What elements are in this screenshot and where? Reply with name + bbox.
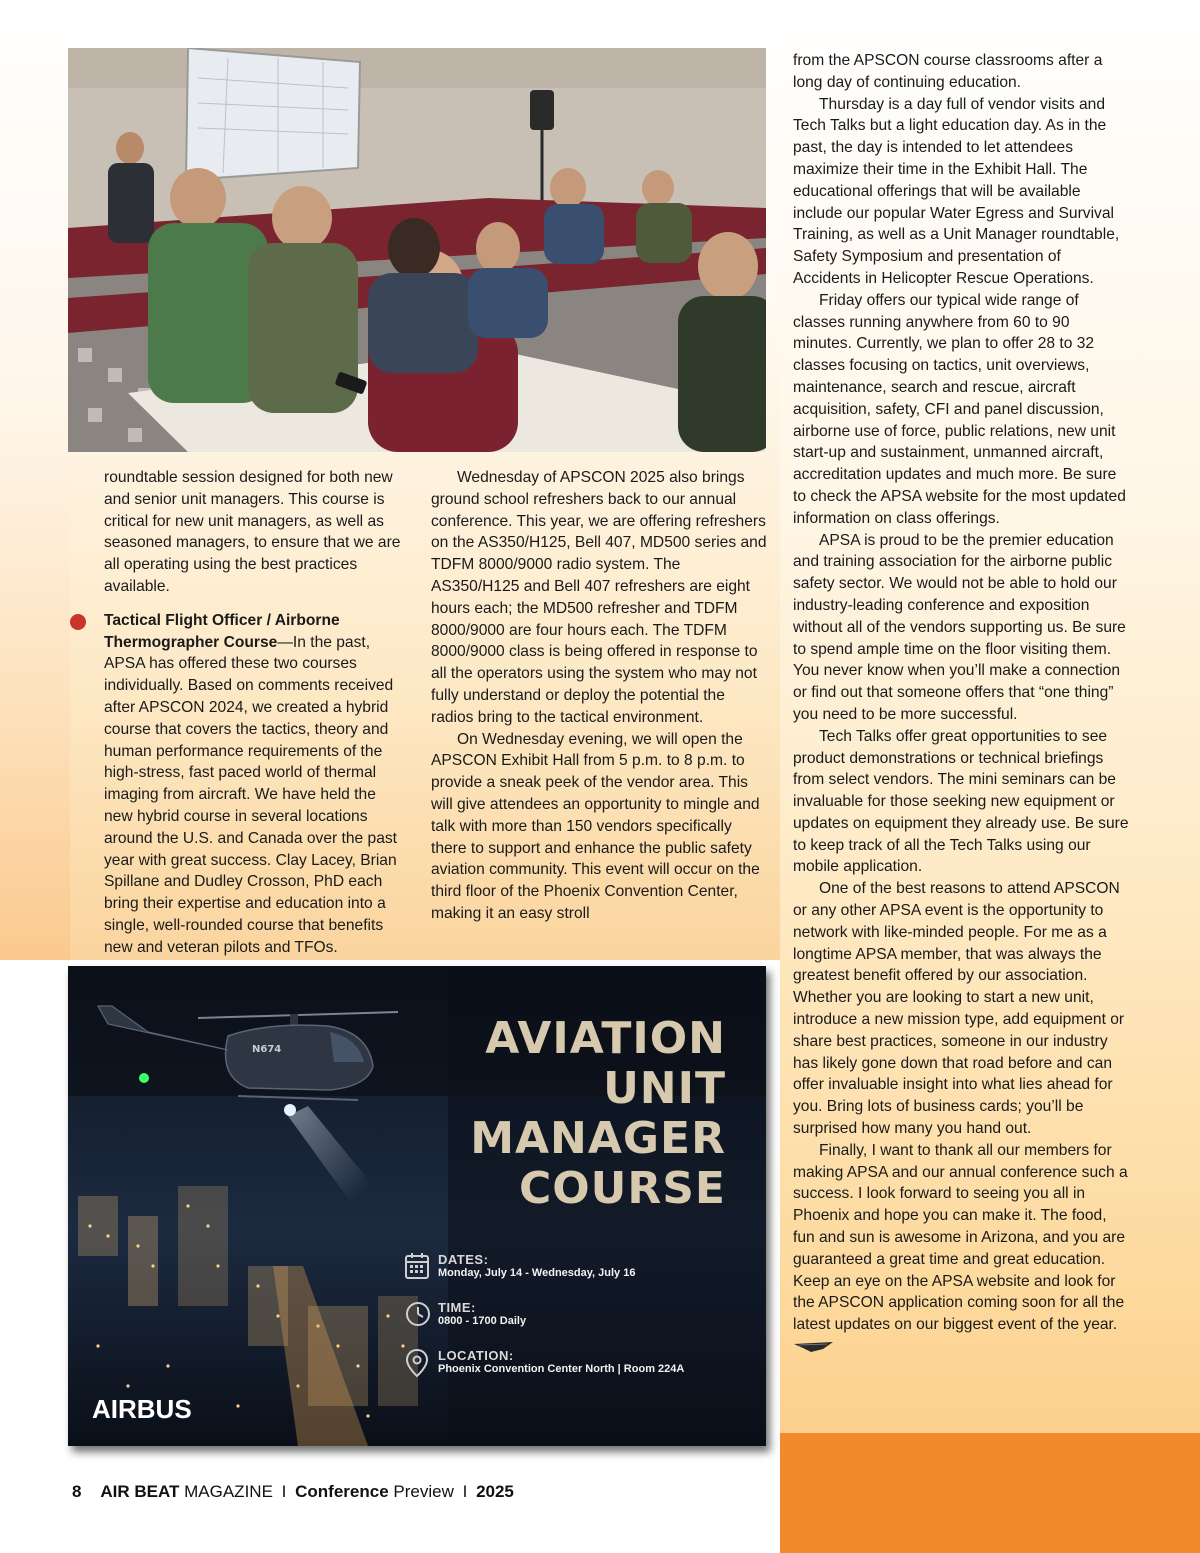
ad-location-value: Phoenix Convention Center North | Room 224A	[438, 1363, 685, 1375]
footer-magazine-suffix: MAGAZINE	[184, 1482, 273, 1501]
left-text-column	[104, 467, 408, 959]
middle-paragraph-2: On Wednesday evening, we will open the APSCON Exhibit Hall from 5 p.m. to 8 p.m. to provide a sneak peek of the vendor area. This will give attendees an opportunity to mingle and talk with more than 150 vendors specifically there to support and enhance the public safety aviation community. This event will occur on the third floor of the Phoenix Convention Center, making it an easy stroll	[431, 730, 760, 922]
right-paragraph-7-text: Finally, I want to thank all our members for making APSA and our annual conference such a success. I look forward to seeing you all in Phoenix and hope you can make it. The food, fun and sun is awesome in Arizona, and you are guaranteed a great time and great education. Keep an eye on the APSA website and look for the APSCON application coming soon for all the latest updates on our biggest event of the year.	[793, 1141, 1128, 1334]
footer-section-suffix: Preview	[393, 1482, 454, 1501]
apsa-wing-end-icon	[793, 1340, 835, 1354]
right-paragraph-1: from the APSCON course classrooms after a long day of continuing education.	[793, 52, 1103, 91]
bullet-title: Tactical Flight Officer / Airborne Thermographer Course	[104, 611, 340, 651]
right-paragraph-6: One of the best reasons to attend APSCON or any other APSA event is the opportunity to network with like-minded people. For me as a longtime APSA member, that was always the greatest benefit offered by our association. Whether you are looking to start a new unit, introduce a new mission type, add equipment or share best practices, someone in our industry has likely gone down that road before and can offer invaluable insight into what lies ahead for you. Bring lots of business cards; you’ll be surprised how many you hand out.	[793, 880, 1125, 1138]
footer-magazine-name: AIR BEAT	[100, 1482, 180, 1501]
ad-time-block	[438, 1300, 526, 1327]
helicopter-tail-number: N674	[252, 1044, 282, 1055]
aviation-unit-manager-course-ad	[68, 966, 766, 1446]
ad-location-block	[438, 1348, 684, 1375]
ad-location-label: LOCATION:	[438, 1348, 514, 1363]
right-text-column	[793, 50, 1131, 1358]
middle-text-column	[431, 467, 767, 925]
ad-dates-label: DATES:	[438, 1252, 489, 1267]
calendar-icon	[404, 1252, 430, 1280]
ad-title-line-4: COURSE	[518, 1163, 726, 1214]
bullet-paragraph	[104, 610, 408, 959]
red-bullet-icon	[70, 614, 86, 630]
footer-year: 2025	[476, 1482, 514, 1501]
orange-corner-block	[780, 1433, 1200, 1553]
page-number: 8	[72, 1482, 82, 1501]
footer-section-name: Conference	[295, 1482, 389, 1501]
right-paragraph-5: Tech Talks offer great opportunities to see product demonstrations or technical briefings from select vendors. The mini seminars can be invaluable for those seeking new equipment or updates on equipment they already use. Be sure to keep track of all the Tech Talks using our mobile application.	[793, 727, 1129, 876]
ad-dates-value: Monday, July 14 - Wednesday, July 16	[438, 1267, 636, 1279]
ad-time-label: TIME:	[438, 1300, 476, 1315]
location-pin-icon	[404, 1348, 430, 1378]
bullet-body: —In the past, APSA has offered these two courses individually. Based on comments received after APSCON 2024, we created a hybrid course that covers the tactics, theory and human performance requirements of the high-stress, fast paced world of thermal imaging from aircraft. We have held the new hybrid course in several locations around the U.S. and Canada over the past year with great success. Clay Lacey, Brian Spillane and Dudley Crosson, PhD each bring their expertise and education into a single, well-rounded course that benefits new and veteran pilots and TFOs.	[104, 633, 398, 956]
airbus-logo: AIRBUS	[92, 1394, 192, 1424]
ad-title-line-1: AVIATION	[485, 1013, 726, 1064]
clock-icon	[404, 1300, 432, 1328]
page-footer	[72, 1482, 514, 1502]
right-paragraph-3: Friday offers our typical wide range of classes running anywhere from 60 to 90 minutes. Currently, we plan to offer 28 to 32 classes focusing on tactics, unit overviews, maintenance, search and rescue, aircraft acquisition, safety, CFI and panel discussion, airborne use of force, public relations, new unit start-up and sustainment, unmanned aircraft, accreditation updates and much more. Be sure to check the APSA website for the most updated information on class offerings.	[793, 291, 1126, 527]
left-paragraph-1: roundtable session designed for both new and senior unit managers. This course is critical for new unit managers, as well as seasoned managers, to ensure that we are all operating using the best practices available.	[104, 469, 401, 595]
ad-time-value: 0800 - 1700 Daily	[438, 1315, 527, 1327]
left-gradient-band	[0, 0, 70, 960]
right-paragraph-7	[793, 1140, 1131, 1358]
ad-title	[470, 1014, 726, 1214]
ad-dates-block	[438, 1252, 635, 1279]
classroom-photo	[68, 48, 766, 452]
right-paragraph-4: APSA is proud to be the premier education and training association for the airborne public safety sector. We would not be able to hold our industry-leading conference and exposition without all of the vendors supporting us. Be sure to spend ample time on the floor visiting them. You never know when you’ll make a connection or find out that someone offers that “one thing” you need to be more successful.	[793, 531, 1126, 723]
ad-title-line-2: UNIT	[603, 1063, 726, 1114]
middle-paragraph-1: Wednesday of APSCON 2025 also brings ground school refreshers back to our annual conference. This year, we are offering refreshers on the AS350/H125, Bell 407, MD500 series and TDFM 8000/9000 radio system. The AS350/H125 and Bell 407 refreshers are eight hours each; the MD500 refresher and TDFM 8000/9000 are four hours each. The TDFM 8000/9000 class is being offered in response to all the operators using the system who may not fully understand or deploy the potential the radios bring to the tactical environment.	[431, 469, 767, 726]
ad-title-line-3: MANAGER	[470, 1113, 726, 1164]
footer-separator-1: I	[281, 1482, 287, 1501]
footer-separator-2: I	[462, 1482, 468, 1501]
right-paragraph-2: Thursday is a day full of vendor visits and Tech Talks but a light education day. As in the past, the day is intended to let attendees maximize their time in the Exhibit Hall. The educational offerings that will be available include our popular Water Egress and Survival Training, as well as a Unit Manager roundtable, Safety Symposium and presentation of Accidents in Helicopter Rescue Operations.	[793, 95, 1120, 287]
